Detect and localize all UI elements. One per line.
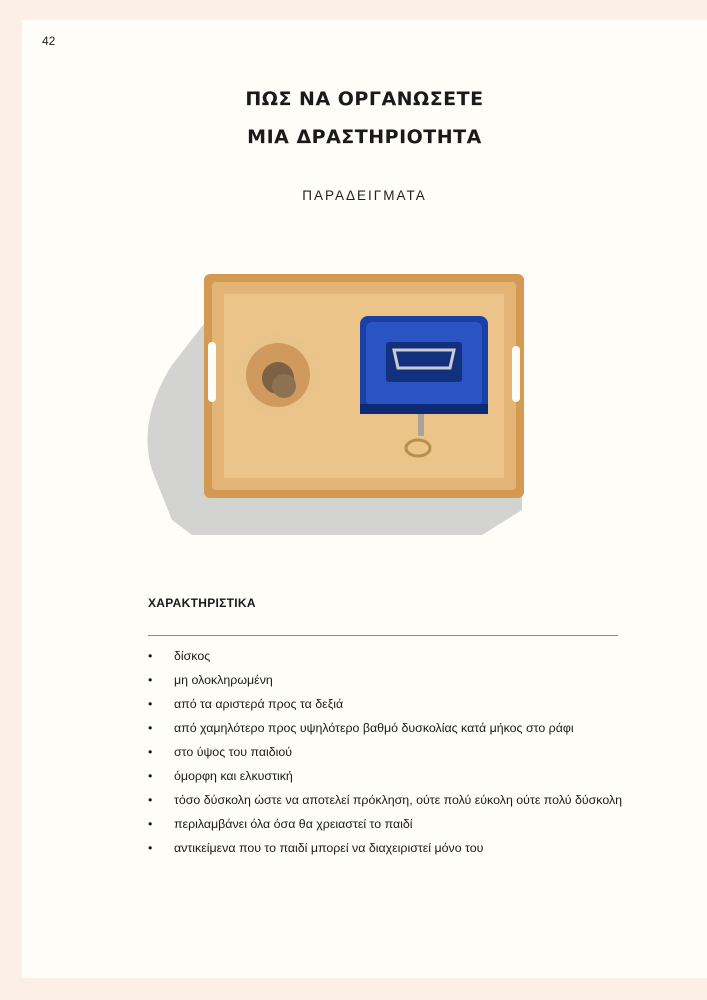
list-item: [148, 720, 622, 744]
list-item-text: στο ύψος του παιδιού: [174, 745, 293, 759]
list-item: [148, 816, 622, 840]
list-item: [148, 744, 622, 768]
list-item-text: μη ολοκληρωμένη: [174, 673, 273, 687]
tray-handle-right: [512, 346, 520, 402]
page-subtitle: ΠΑΡΑΔΕΙΓΜΑΤΑ: [302, 188, 427, 203]
bullet: •: [148, 649, 153, 663]
page-title-line-2: ΜΙΑ ΔΡΑΣΤΗΡΙΟΤΗΤΑ: [247, 126, 482, 148]
tray-photo: [132, 250, 552, 550]
list-item: [148, 768, 622, 792]
list-item-text: όμορφη και ελκυστική: [174, 769, 293, 783]
list-item: [148, 672, 622, 696]
bullet: •: [148, 769, 153, 783]
section-heading: ΧΑΡΑΚΤΗΡΙΣΤΙΚΑ: [148, 596, 256, 610]
list-item: [148, 792, 622, 816]
coin: [272, 374, 296, 398]
bullet: •: [148, 745, 153, 759]
characteristics-list: [148, 648, 622, 864]
page-title-line-1: ΠΩΣ ΝΑ ΟΡΓΑΝΩΣΕΤΕ: [245, 88, 484, 110]
bullet: •: [148, 721, 153, 735]
bullet: •: [148, 817, 153, 831]
list-item: [148, 696, 622, 720]
bullet: •: [148, 697, 153, 711]
list-item-text: από τα αριστερά προς τα δεξιά: [174, 697, 344, 711]
list-item-text: από χαμηλότερο προς υψηλότερο βαθμό δυσκολίας κατά μήκος στο ράφι: [174, 721, 574, 735]
page-number: 42: [42, 34, 56, 48]
list-item-text: αντικείμενα που το παιδί μπορεί να διαχειριστεί μόνο του: [174, 841, 484, 855]
key-shaft: [418, 414, 424, 436]
list-item-text: τόσο δύσκολη ώστε να αποτελεί πρόκληση, ούτε πολύ εύκολη ούτε πολύ δύσκολη: [174, 793, 623, 807]
bullet: •: [148, 793, 153, 807]
list-item-text: περιλαμβάνει όλα όσα θα χρειαστεί το παιδί: [174, 817, 413, 831]
divider: [148, 635, 618, 636]
bullet: •: [148, 673, 153, 687]
list-item: [148, 648, 622, 672]
bullet: •: [148, 841, 153, 855]
list-item: [148, 840, 622, 864]
cash-box-front: [360, 404, 488, 414]
list-item-text: δίσκος: [174, 649, 211, 663]
page: [22, 20, 707, 978]
tray-handle-left: [208, 342, 216, 402]
